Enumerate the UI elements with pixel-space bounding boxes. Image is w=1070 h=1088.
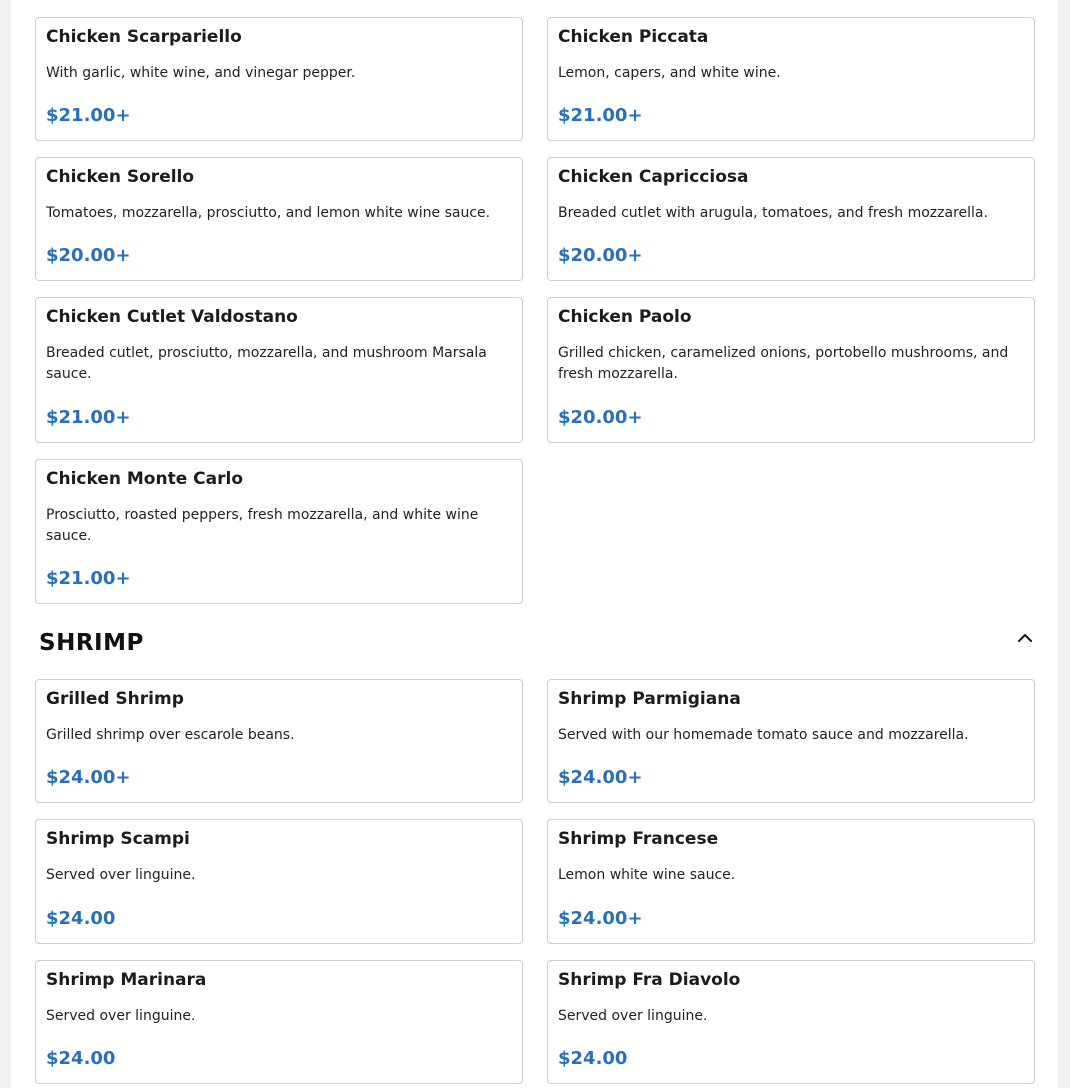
- menu-item-price: $24.00: [558, 1048, 628, 1069]
- menu-item-name: Shrimp Fra Diavolo: [558, 970, 741, 990]
- menu-item-card[interactable]: [35, 297, 523, 443]
- menu-item-description: Served over linguine.: [558, 1008, 708, 1024]
- menu-item-card[interactable]: [35, 17, 523, 141]
- menu-item-price: $24.00+: [558, 908, 643, 929]
- menu-item-name: Chicken Monte Carlo: [46, 469, 243, 489]
- menu-item-name: Shrimp Francese: [558, 829, 719, 849]
- menu-item-name: Chicken Scarpariello: [46, 27, 242, 47]
- menu-item-price: $21.00+: [46, 407, 131, 428]
- menu-item-description: Served with our homemade tomato sauce and mozzarella.: [558, 727, 969, 743]
- menu-item-price: $20.00+: [558, 245, 643, 266]
- menu-item-price: $20.00+: [558, 407, 643, 428]
- menu-item-card[interactable]: [547, 17, 1035, 141]
- menu-item-price: $20.00+: [46, 245, 131, 266]
- menu-item-description: Served over linguine.: [46, 1008, 196, 1024]
- menu-item-name: Chicken Paolo: [558, 307, 692, 327]
- menu-item-price: $21.00+: [46, 568, 131, 589]
- menu-item-card[interactable]: [35, 819, 523, 944]
- menu-item-price: $21.00+: [558, 105, 643, 126]
- menu-item-name: Grilled Shrimp: [46, 689, 184, 709]
- menu-item-card[interactable]: [35, 157, 523, 281]
- menu-item-name: Chicken Piccata: [558, 27, 709, 47]
- menu-item-price: $24.00: [46, 908, 116, 929]
- menu-item-name: Shrimp Parmigiana: [558, 689, 741, 709]
- menu-item-description: Lemon white wine sauce.: [558, 867, 736, 883]
- menu-item-description: Grilled chicken, caramelized onions, portobello mushrooms, and fresh mozzarella.: [558, 345, 1009, 382]
- menu-item-card[interactable]: [547, 679, 1035, 803]
- menu-item-name: Chicken Sorello: [46, 167, 195, 187]
- menu-item-name: Shrimp Marinara: [46, 970, 207, 990]
- menu-item-description: Breaded cutlet with arugula, tomatoes, and fresh mozzarella.: [558, 205, 988, 221]
- menu-item-card[interactable]: [35, 960, 523, 1084]
- section-title-shrimp: SHRIMP: [39, 630, 144, 656]
- menu-item-name: Chicken Cutlet Valdostano: [46, 307, 298, 327]
- menu-item-description: Tomatoes, mozzarella, prosciutto, and lemon white wine sauce.: [46, 205, 491, 221]
- menu-item-name: Shrimp Scampi: [46, 829, 190, 849]
- menu-item-description: Lemon, capers, and white wine.: [558, 65, 781, 81]
- menu-item-description: Grilled shrimp over escarole beans.: [46, 727, 295, 743]
- chevron-up-icon[interactable]: [1016, 629, 1034, 647]
- menu-item-card[interactable]: [547, 297, 1035, 443]
- menu-item-name: Chicken Capricciosa: [558, 167, 749, 187]
- menu-item-description: With garlic, white wine, and vinegar pepper.: [46, 65, 356, 81]
- menu-item-description: Prosciutto, roasted peppers, fresh mozzarella, and white wine sauce.: [46, 507, 479, 544]
- menu-item-card[interactable]: [547, 819, 1035, 944]
- menu-item-price: $24.00+: [558, 767, 643, 788]
- menu-item-price: $24.00+: [46, 767, 131, 788]
- menu-item-price: $24.00: [46, 1048, 116, 1069]
- menu-item-card[interactable]: [35, 459, 523, 604]
- menu-item-description: Served over linguine.: [46, 867, 196, 883]
- menu-item-card[interactable]: [35, 679, 523, 803]
- menu-item-description: Breaded cutlet, prosciutto, mozzarella, and mushroom Marsala sauce.: [46, 345, 487, 382]
- menu-item-card[interactable]: [547, 157, 1035, 281]
- menu-item-card[interactable]: [547, 960, 1035, 1084]
- menu-item-price: $21.00+: [46, 105, 131, 126]
